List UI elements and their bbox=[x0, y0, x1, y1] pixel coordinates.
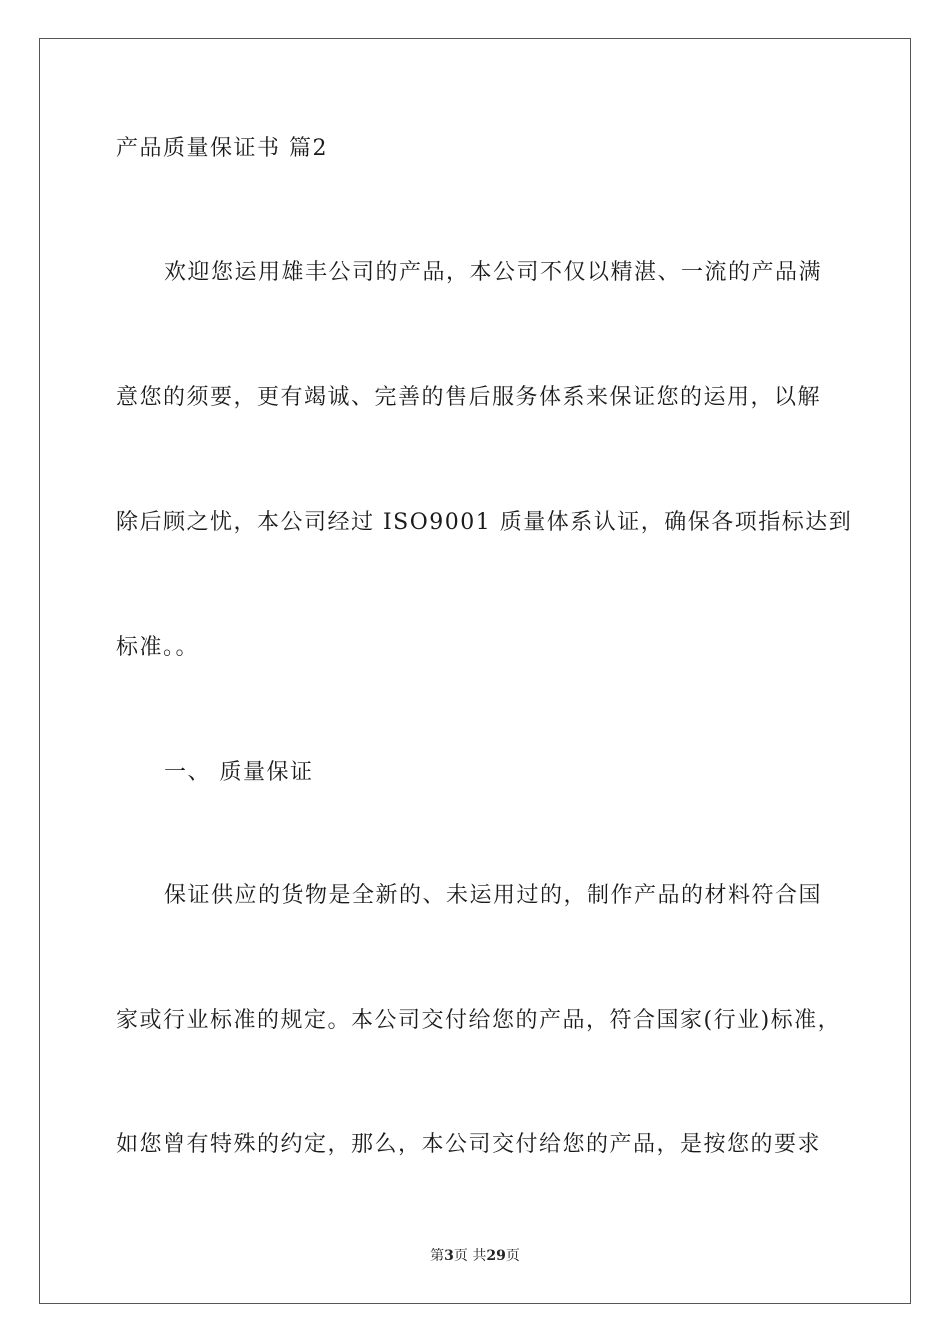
paragraph-line: 保证供应的货物是全新的、未运用过的，制作产品的材料符合国 bbox=[164, 883, 823, 908]
page-suffix: 页 bbox=[505, 1248, 520, 1264]
paragraph-line: 家或行业标准的规定。本公司交付给您的产品，符合国家(行业)标准， bbox=[116, 1008, 842, 1033]
page-mid: 页 共 bbox=[453, 1248, 487, 1264]
paragraph-line: 欢迎您运用雄丰公司的产品，本公司不仅以精湛、一流的产品满 bbox=[164, 260, 823, 285]
paragraph-line: 意您的须要，更有竭诚、完善的售后服务体系来保证您的运用，以解 bbox=[116, 385, 822, 410]
document-title: 产品质量保证书 篇2 bbox=[116, 136, 328, 161]
paragraph-line: 如您曾有特殊的约定，那么，本公司交付给您的产品，是按您的要求 bbox=[116, 1132, 822, 1157]
page-number: 3 bbox=[444, 1248, 454, 1264]
page-prefix: 第 bbox=[430, 1248, 445, 1264]
paragraph-line: 除后顾之忧，本公司经过 ISO9001 质量体系认证，确保各项指标达到 bbox=[116, 510, 853, 535]
paragraph-line: 标准。。 bbox=[116, 635, 200, 660]
total-pages: 29 bbox=[486, 1248, 506, 1264]
page-frame bbox=[39, 38, 911, 1304]
section-heading: 一、 质量保证 bbox=[164, 760, 314, 785]
page-footer bbox=[0, 1246, 950, 1266]
